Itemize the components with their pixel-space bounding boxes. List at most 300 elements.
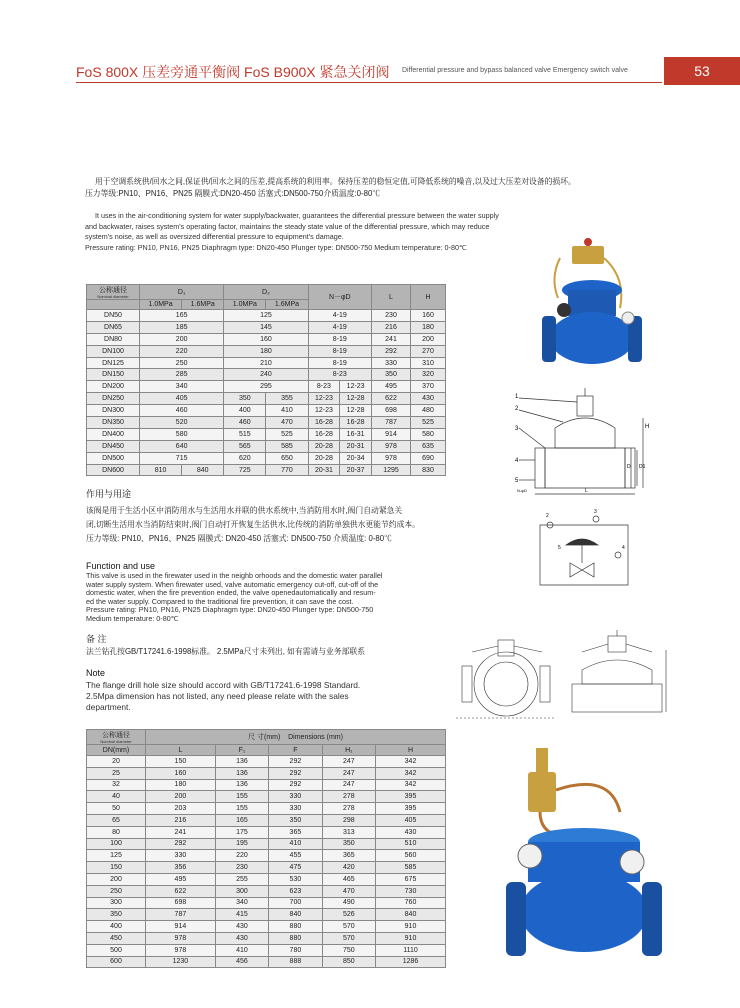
t1-cell: 20-28: [308, 452, 340, 464]
intro-cn-line1: 用于空调系统供/回水之间,保证供/回水之间的压差,提高系统的利用率。保持压差的稳恒定值,可降低系统的噪音,以及过大压差对设备的损坏。: [95, 177, 576, 186]
t1-cell: DN65: [87, 321, 140, 333]
t1-cell: 4-19: [308, 310, 371, 322]
t2-cell: 100: [87, 838, 146, 850]
t1-cell: 580: [140, 428, 224, 440]
t2-row: [87, 873, 446, 885]
dimension-table-2: [86, 729, 446, 968]
flange-right-2: [642, 882, 662, 956]
schem-2: 2: [546, 513, 549, 519]
t2-cell: 247: [322, 756, 375, 768]
usage-heading: 作用与用途: [86, 489, 132, 499]
t2-cell: 247: [322, 779, 375, 791]
t1-cell: 210: [224, 357, 308, 369]
t1-row: [87, 428, 446, 440]
t2-cell: 978: [146, 932, 216, 944]
t2-cell: 675: [376, 873, 446, 885]
t2-row: [87, 803, 446, 815]
t1-cell: 240: [224, 369, 308, 381]
t2-cell: 560: [376, 850, 446, 862]
t1-row: [87, 452, 446, 464]
t2-cell: 910: [376, 921, 446, 933]
t2-cell: 470: [322, 885, 375, 897]
t2-cell: 700: [269, 897, 322, 909]
t2-cell: 300: [87, 897, 146, 909]
t1-cell: 12-28: [340, 405, 372, 417]
t2-cell: 420: [322, 862, 375, 874]
t2-row: [87, 944, 446, 956]
t2-cell: 622: [146, 885, 216, 897]
t1-cell: 12-23: [308, 405, 340, 417]
remark-text: 法兰钻孔按GB/T17241.6-1998标准。 2.5MPa尺寸未列出, 如有需请与业务部联系: [86, 647, 366, 656]
t1-cell: DN100: [87, 345, 140, 357]
t1-cell: 830: [411, 464, 446, 476]
t2-cell: 136: [215, 767, 268, 779]
intro-en-line1: It uses in the air-conditioning system for water supply/backwater, guarantees the differential pressure between the water supply: [95, 211, 499, 220]
flange-left-2: [506, 882, 526, 956]
t2-row: [87, 814, 446, 826]
t2-cell: 150: [146, 756, 216, 768]
t2-cell: 914: [146, 921, 216, 933]
page-number: 53: [664, 57, 740, 85]
t1-cell: 405: [140, 393, 224, 405]
t2-cell: 910: [376, 932, 446, 944]
t1-cell: 270: [411, 345, 446, 357]
t2-col-header: F: [269, 745, 322, 756]
dim-h-label: H: [645, 424, 650, 430]
note-line3: department.: [86, 702, 131, 712]
t2-cell: 65: [87, 814, 146, 826]
t1-cell: 515: [224, 428, 266, 440]
t1-cell: 1295: [372, 464, 411, 476]
t1-cell: 978: [372, 440, 411, 452]
t1-row: [87, 369, 446, 381]
t1-cell: 12-28: [340, 393, 372, 405]
t2-cell: 150: [87, 862, 146, 874]
t2-cell: 292: [269, 779, 322, 791]
pressure-gauge-right: [620, 850, 644, 874]
t1-cell: 640: [140, 440, 224, 452]
function-heading: Function and use: [86, 561, 156, 571]
t2-row: [87, 838, 446, 850]
t1-cell: 16-28: [340, 417, 372, 429]
t1-cell: DN150: [87, 369, 140, 381]
t2-cell: 160: [146, 767, 216, 779]
t2-cell: 623: [269, 885, 322, 897]
t1-cell: 200: [411, 333, 446, 345]
t2-col-header: DN(mm): [87, 745, 146, 756]
t2-row: [87, 850, 446, 862]
t1-cell: 12-23: [308, 393, 340, 405]
dim-d-label: D: [627, 464, 631, 470]
callout-2: 2: [515, 406, 519, 412]
t1-cell: 350: [224, 393, 266, 405]
t1-cell: 20-34: [340, 452, 372, 464]
t2-cell: 255: [215, 873, 268, 885]
t2-cell: 840: [376, 909, 446, 921]
t1-cell: 698: [372, 405, 411, 417]
t1-cell: 250: [140, 357, 224, 369]
t1-cell: 8-23: [308, 369, 371, 381]
t1-cell: 430: [411, 393, 446, 405]
t2-cell: 456: [215, 956, 268, 968]
flange-left: [542, 316, 556, 362]
t2-cell: 600: [87, 956, 146, 968]
t2-cell: 475: [269, 862, 322, 874]
t2-cell: 125: [87, 850, 146, 862]
t1-row: [87, 345, 446, 357]
t2-cell: 395: [376, 803, 446, 815]
intro-en-line3: system's noise, as well as oversized differential pressure to equipment's damage.: [85, 232, 344, 241]
t2-cell: 278: [322, 791, 375, 803]
t2-cell: 340: [215, 897, 268, 909]
intro-cn-line2: 压力等级:PN10、PN16、PN25 隔膜式:DN20-450 活塞式:DN500-750介质温度:0-80℃: [85, 189, 381, 198]
t1-cell: 350: [372, 369, 411, 381]
t1-cell: 770: [266, 464, 308, 476]
t2-cell: 350: [87, 909, 146, 921]
t2-cell: 175: [215, 826, 268, 838]
side-view-drawing: [562, 630, 672, 720]
t1-cell: 355: [266, 393, 308, 405]
t2-cell: 465: [322, 873, 375, 885]
t1-cell: 460: [140, 405, 224, 417]
t2-cell: 136: [215, 756, 268, 768]
t2-cell: 750: [322, 944, 375, 956]
schem-3: 3: [594, 509, 597, 515]
t1-head-dn-sub: [87, 300, 140, 310]
t2-cell: 1230: [146, 956, 216, 968]
t1-row: [87, 310, 446, 322]
t2-cell: 278: [322, 803, 375, 815]
t2-col-header: L: [146, 745, 216, 756]
t1-cell: 580: [411, 428, 446, 440]
t1-cell: 295: [224, 381, 308, 393]
t1-cell: 320: [411, 369, 446, 381]
t1-cell: 690: [411, 452, 446, 464]
t2-cell: 330: [269, 791, 322, 803]
t1-cell: 622: [372, 393, 411, 405]
t1-cell: 715: [140, 452, 224, 464]
t2-cell: 330: [146, 850, 216, 862]
t2-row: [87, 826, 446, 838]
t2-row: [87, 767, 446, 779]
t1-cell: 840: [182, 464, 224, 476]
dimension-table-1: [86, 284, 446, 476]
t2-cell: 430: [376, 826, 446, 838]
t1-cell: DN450: [87, 440, 140, 452]
note-text: [86, 680, 416, 713]
t1-head-l: L: [372, 285, 411, 310]
t1-row: [87, 321, 446, 333]
t1-head-d2: D₂: [224, 285, 308, 300]
t1-row: [87, 381, 446, 393]
t1-cell: 241: [372, 333, 411, 345]
t1-cell: 787: [372, 417, 411, 429]
t2-cell: 342: [376, 779, 446, 791]
valve-photo-1: [530, 238, 670, 388]
t1-cell: 525: [266, 428, 308, 440]
t1-cell: 495: [372, 381, 411, 393]
t1-cell: 565: [224, 440, 266, 452]
t2-cell: 298: [322, 814, 375, 826]
t2-cell: 250: [87, 885, 146, 897]
t1-cell: 8-19: [308, 333, 371, 345]
t1-row: [87, 405, 446, 417]
dim-l-label: L: [585, 488, 588, 494]
t2-cell: 1286: [376, 956, 446, 968]
t1-cell: DN250: [87, 393, 140, 405]
valve-photo-2: [500, 742, 670, 962]
t2-cell: 1110: [376, 944, 446, 956]
t1-cell: 180: [224, 345, 308, 357]
t1-cell: 914: [372, 428, 411, 440]
t1-cell: 285: [140, 369, 224, 381]
t2-cell: 292: [269, 756, 322, 768]
t1-cell: 16-31: [340, 428, 372, 440]
t2-cell: 395: [376, 791, 446, 803]
function-line4: ed the water supply. Compared to the traditional fire prevention, it can save the cost.: [86, 596, 354, 606]
callout-3: 3: [515, 426, 519, 432]
t2-cell: 80: [87, 826, 146, 838]
t2-cell: 400: [87, 921, 146, 933]
t1-cell: DN600: [87, 464, 140, 476]
t1-cell: 220: [140, 345, 224, 357]
t2-cell: 495: [146, 873, 216, 885]
note-line1: The flange drill hole size should accord with GB/T17241.6-1998 Standard.: [86, 680, 361, 690]
t1-head-p2: 1.6MPa: [182, 300, 224, 310]
t2-cell: 313: [322, 826, 375, 838]
t2-cell: 760: [376, 897, 446, 909]
t2-cell: 780: [269, 944, 322, 956]
pressure-gauge-left: [518, 844, 542, 868]
function-line6: Medium temperature: 0-80℃: [86, 613, 179, 623]
t2-cell: 200: [146, 791, 216, 803]
t1-cell: 185: [140, 321, 224, 333]
note-heading: Note: [86, 668, 106, 678]
t1-cell: 8-23: [308, 381, 340, 393]
t2-cell: 510: [376, 838, 446, 850]
dim-nphi-label: N-φD: [517, 488, 527, 493]
page-subtitle: Differential pressure and bypass balanced valve Emergency switch valve: [402, 67, 628, 74]
t2-row: [87, 909, 446, 921]
pilot-valve-body: [572, 246, 604, 264]
t1-head-h: H: [411, 285, 446, 310]
t1-cell: 160: [411, 310, 446, 322]
t1-cell: 292: [372, 345, 411, 357]
usage-line3: 压力等级: PN10、PN16、PN25 隔膜式: DN20-450 活塞式: DN500-750 介质温度: 0-80℃: [86, 534, 392, 543]
t1-row: [87, 333, 446, 345]
t1-row: [87, 464, 446, 476]
t1-row: [87, 440, 446, 452]
callout-4: 4: [515, 458, 519, 464]
intro-english: [85, 211, 545, 253]
t2-cell: 25: [87, 767, 146, 779]
intro-chinese: [85, 176, 645, 200]
t2-cell: 200: [87, 873, 146, 885]
t2-cell: 203: [146, 803, 216, 815]
t1-cell: DN50: [87, 310, 140, 322]
t1-cell: 400: [224, 405, 266, 417]
t2-cell: 405: [376, 814, 446, 826]
t2-cell: 570: [322, 921, 375, 933]
t1-cell: 8-19: [308, 345, 371, 357]
t2-cell: 490: [322, 897, 375, 909]
t2-row: [87, 956, 446, 968]
t2-cell: 350: [322, 838, 375, 850]
t1-cell: 12-23: [340, 381, 372, 393]
remark-heading: 备 注: [86, 634, 107, 644]
t1-cell: 620: [224, 452, 266, 464]
t2-cell: 32: [87, 779, 146, 791]
t2-col-header: H₁: [322, 745, 375, 756]
t2-cell: 698: [146, 897, 216, 909]
t2-cell: 342: [376, 756, 446, 768]
t1-cell: 340: [140, 381, 224, 393]
t2-cell: 585: [376, 862, 446, 874]
t2-cell: 241: [146, 826, 216, 838]
t1-cell: 480: [411, 405, 446, 417]
t2-cell: 500: [87, 944, 146, 956]
t1-cell: DN500: [87, 452, 140, 464]
schem-4: 4: [622, 545, 625, 551]
t1-cell: 520: [140, 417, 224, 429]
gauge-left: [557, 303, 571, 317]
t1-cell: 810: [140, 464, 182, 476]
t2-cell: 880: [269, 932, 322, 944]
t2-head-dim: 尺 寸(mm) Dimensions (mm): [146, 730, 446, 745]
t1-cell: 145: [224, 321, 308, 333]
t2-cell: 155: [215, 803, 268, 815]
t2-cell: 410: [215, 944, 268, 956]
t1-cell: 16-28: [308, 428, 340, 440]
page-title: FoS 800X 压差旁通平衡阀 FoS B900X 紧急关闭阀: [76, 64, 390, 80]
brass-tube-left: [554, 258, 560, 298]
t2-cell: 730: [376, 885, 446, 897]
t1-head-n: N－φD: [308, 285, 371, 310]
t2-cell: 247: [322, 767, 375, 779]
t2-cell: 165: [215, 814, 268, 826]
t2-row: [87, 791, 446, 803]
t1-cell: 16-28: [308, 417, 340, 429]
system-schematic: [536, 505, 636, 595]
t2-cell: 787: [146, 909, 216, 921]
pilot-regulator: [528, 772, 556, 812]
cross-section-drawing: [515, 388, 665, 498]
t1-cell: 370: [411, 381, 446, 393]
t2-cell: 430: [215, 932, 268, 944]
t2-cell: 410: [269, 838, 322, 850]
t1-cell: DN125: [87, 357, 140, 369]
t1-head-p1: 1.0MPa: [140, 300, 182, 310]
t2-cell: 365: [322, 850, 375, 862]
t1-cell: DN200: [87, 381, 140, 393]
valve-body: [550, 312, 634, 364]
t1-cell: 230: [372, 310, 411, 322]
t2-cell: 216: [146, 814, 216, 826]
t2-cell: 230: [215, 862, 268, 874]
t1-row: [87, 357, 446, 369]
t2-cell: 978: [146, 944, 216, 956]
t2-cell: 365: [269, 826, 322, 838]
t2-row: [87, 932, 446, 944]
t2-cell: 356: [146, 862, 216, 874]
t2-cell: 292: [269, 767, 322, 779]
t2-cell: 880: [269, 921, 322, 933]
t1-cell: 978: [372, 452, 411, 464]
t2-row: [87, 862, 446, 874]
t2-cell: 450: [87, 932, 146, 944]
t2-row: [87, 885, 446, 897]
t2-cell: 20: [87, 756, 146, 768]
usage-text: [86, 504, 456, 546]
front-view-drawing: [452, 632, 560, 722]
callout-1: 1: [515, 394, 519, 400]
intro-en-line4: Pressure rating: PN10, PN16, PN25 Diaphragm type: DN20-450 Plunger type: DN500-750 Medium temperature: 0-80℃: [85, 242, 468, 252]
function-text: [86, 572, 456, 624]
t1-cell: 180: [411, 321, 446, 333]
t1-head-d1: D₁: [140, 285, 224, 300]
t1-cell: DN350: [87, 417, 140, 429]
t1-cell: 165: [140, 310, 224, 322]
note-line2: 2.5Mpa dimension has not listed, any need please relate with the sales: [86, 691, 349, 701]
t1-head-dn: 公称通径 Nominal diameter: [87, 285, 140, 300]
t2-cell: 40: [87, 791, 146, 803]
main-body: [520, 872, 648, 952]
t2-cell: 888: [269, 956, 322, 968]
t1-cell: 650: [266, 452, 308, 464]
usage-line1: 该阀是用于生活小区中消防用水与生活用水并联的供水系统中,当消防用水时,阀门自动紧急关: [86, 506, 403, 515]
header-rule: [76, 82, 662, 83]
gauge-right: [622, 312, 634, 324]
t2-cell: 840: [269, 909, 322, 921]
t1-cell: 310: [411, 357, 446, 369]
t1-cell: 20-37: [340, 464, 372, 476]
t2-cell: 342: [376, 767, 446, 779]
t2-cell: 430: [215, 921, 268, 933]
t1-cell: 330: [372, 357, 411, 369]
pilot-knob: [584, 238, 592, 246]
t2-cell: 415: [215, 909, 268, 921]
t1-cell: 8-19: [308, 357, 371, 369]
t2-cell: 292: [146, 838, 216, 850]
t1-cell: 20-31: [340, 440, 372, 452]
t1-cell: 585: [266, 440, 308, 452]
t1-cell: 200: [140, 333, 224, 345]
t1-row: [87, 393, 446, 405]
t1-cell: 160: [224, 333, 308, 345]
t1-row: [87, 417, 446, 429]
t2-row: [87, 921, 446, 933]
t2-cell: 195: [215, 838, 268, 850]
callout-5: 5: [515, 478, 519, 484]
t2-cell: 155: [215, 791, 268, 803]
t2-col-header: H: [376, 745, 446, 756]
copper-tube: [556, 784, 620, 812]
t1-cell: 125: [224, 310, 308, 322]
t2-cell: 300: [215, 885, 268, 897]
dim-d1-label: D1: [639, 464, 646, 470]
t2-cell: 850: [322, 956, 375, 968]
t2-cell: 330: [269, 803, 322, 815]
t2-cell: 180: [146, 779, 216, 791]
t1-cell: 470: [266, 417, 308, 429]
t1-cell: DN400: [87, 428, 140, 440]
t1-cell: 216: [372, 321, 411, 333]
t1-cell: DN300: [87, 405, 140, 417]
t2-cell: 220: [215, 850, 268, 862]
t2-row: [87, 897, 446, 909]
t2-head-dn: 公称通径 Nominal diameter: [87, 730, 146, 745]
usage-line2: 闭,切断生活用水当消防结束时,阀门自动打开恢复生活供水,比传统的消防单独供水更能节约成本。: [86, 520, 420, 529]
